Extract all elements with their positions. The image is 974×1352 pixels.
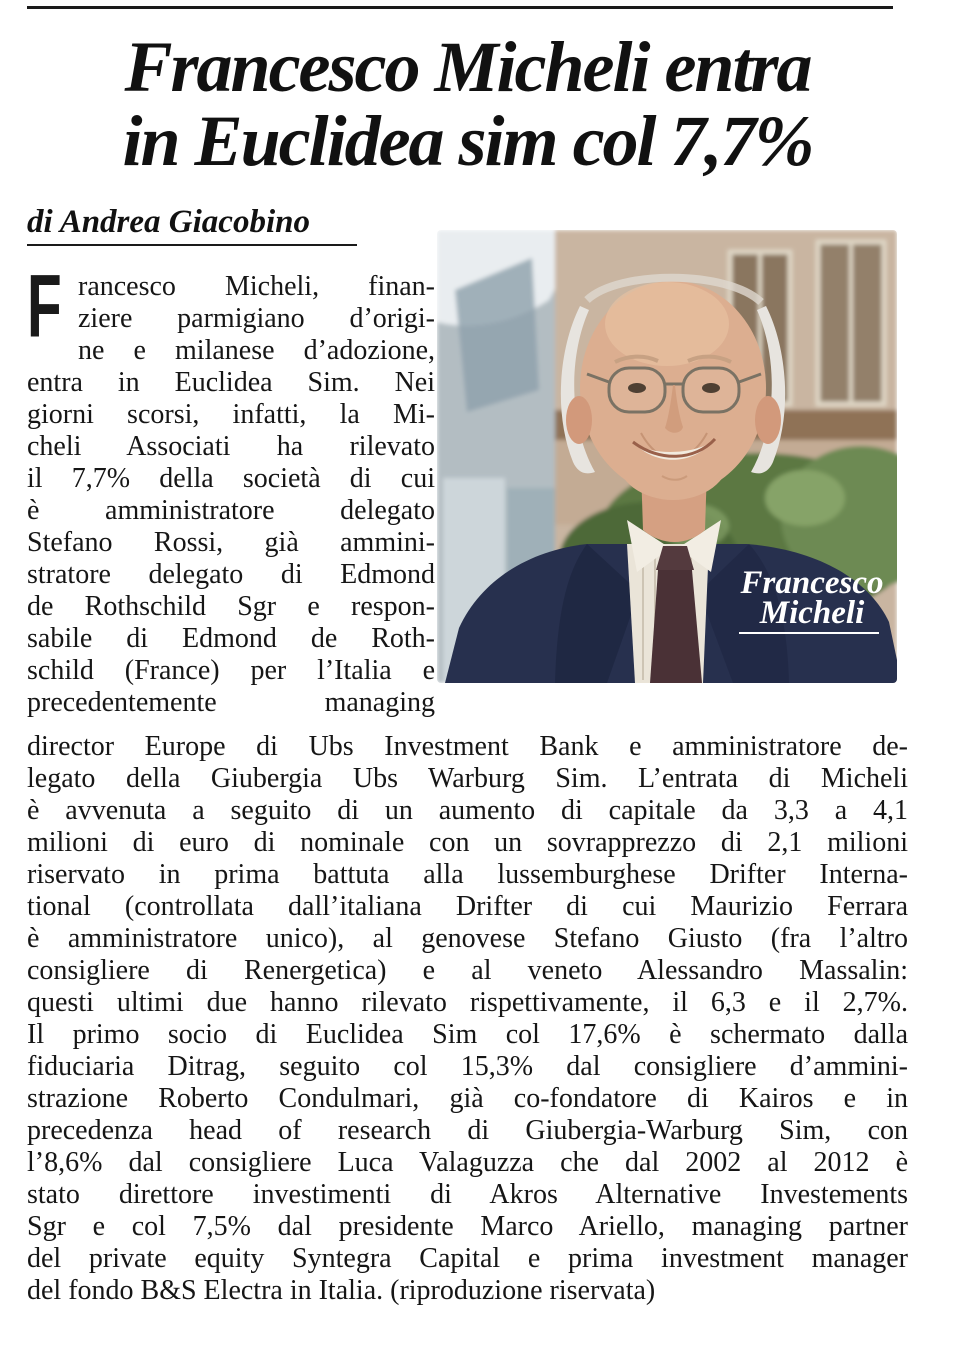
body-line: ne e milanese d’adozione, <box>78 335 435 366</box>
drop-cap: F <box>27 256 62 357</box>
photo-caption-line-2: Micheli <box>759 595 865 631</box>
headline-line-2: in Euclidea sim col 7,7% <box>122 101 813 181</box>
body-line: strazione Roberto Condulmari, già co-fondatore di Kairos e in <box>27 1083 908 1114</box>
body-line: del private equity Syntegra Capital e prima investment manager <box>27 1243 908 1274</box>
body-line: sabile di Edmond de Roth- <box>27 623 435 654</box>
body-full-lines <box>27 731 908 1307</box>
headline-line-1: Francesco Micheli entra <box>124 27 811 107</box>
body-line: del fondo B&S Electra in Italia. (riproduzione riservata) <box>27 1275 656 1306</box>
body-line: ziere parmigiano d’origi- <box>78 303 435 334</box>
body-line: schild (France) per l’Italia e <box>27 655 435 686</box>
body-line: riservato in prima battuta alla lussemburghese Drifter Interna- <box>27 859 908 890</box>
body-line: è avvenuta a seguito di un aumento di capitale da 3,3 a 4,1 <box>27 795 908 826</box>
body-line: il 7,7% della società di cui <box>27 463 435 494</box>
body-line: stato direttore investimenti di Akros Alternative Investements <box>27 1179 908 1210</box>
body-line: questi ultimi due hanno rilevato rispettivamente, il 6,3 e il 2,7%. <box>27 987 908 1018</box>
body-line: cheli Associati ha rilevato <box>27 431 435 462</box>
byline-rule <box>27 244 357 246</box>
body-line: è amministratore delegato <box>27 495 435 526</box>
body-line: milioni di euro di nominale con un sovrapprezzo di 2,1 milioni <box>27 827 908 858</box>
body-line: fiduciaria Ditrag, seguito col 15,3% dal consigliere d’ammini- <box>27 1051 908 1082</box>
body-line: consigliere di Renergetica) e al veneto Alessandro Massalin: <box>27 955 908 986</box>
body-line: precedentemente managing <box>27 687 435 718</box>
body-line: precedenza head of research di Giubergia-Warburg Sim, con <box>27 1115 908 1146</box>
body-line: l’8,6% dal consigliere Luca Valaguzza che dal 2002 al 2012 è <box>27 1147 908 1178</box>
body-line: tional (controllata dall’italiana Drifter di cui Maurizio Ferrara <box>27 891 908 922</box>
body-line: è amministratore unico), al genovese Stefano Giusto (fra l’altro <box>27 923 908 954</box>
body-line: director Europe di Ubs Investment Bank e amministratore de- <box>27 731 908 762</box>
body-line: Stefano Rossi, già ammini- <box>27 527 435 558</box>
body-line: giorni scorsi, infatti, la Mi- <box>27 399 435 430</box>
body-line: Il primo socio di Euclidea Sim col 17,6% è schermato dalla <box>27 1019 908 1050</box>
body-line: de Rothschild Sgr e respon- <box>27 591 435 622</box>
body-line: entra in Euclidea Sim. Nei <box>27 367 435 398</box>
photo-caption <box>737 565 887 631</box>
article-byline: di Andrea Giacobino <box>27 204 310 240</box>
body-line: legato della Giubergia Ubs Warburg Sim. L’entrata di Micheli <box>27 763 908 794</box>
body-line: stratore delegato di Edmond <box>27 559 435 590</box>
photo-caption-rule <box>739 632 879 634</box>
article-photo <box>437 230 897 683</box>
body-line: Sgr e col 7,5% dal presidente Marco Ariello, managing partner <box>27 1211 908 1242</box>
article-headline <box>27 27 908 181</box>
photo-caption-line-1: Francesco <box>740 565 884 601</box>
body-line: rancesco Micheli, finan- <box>78 271 435 302</box>
top-rule <box>27 6 893 9</box>
